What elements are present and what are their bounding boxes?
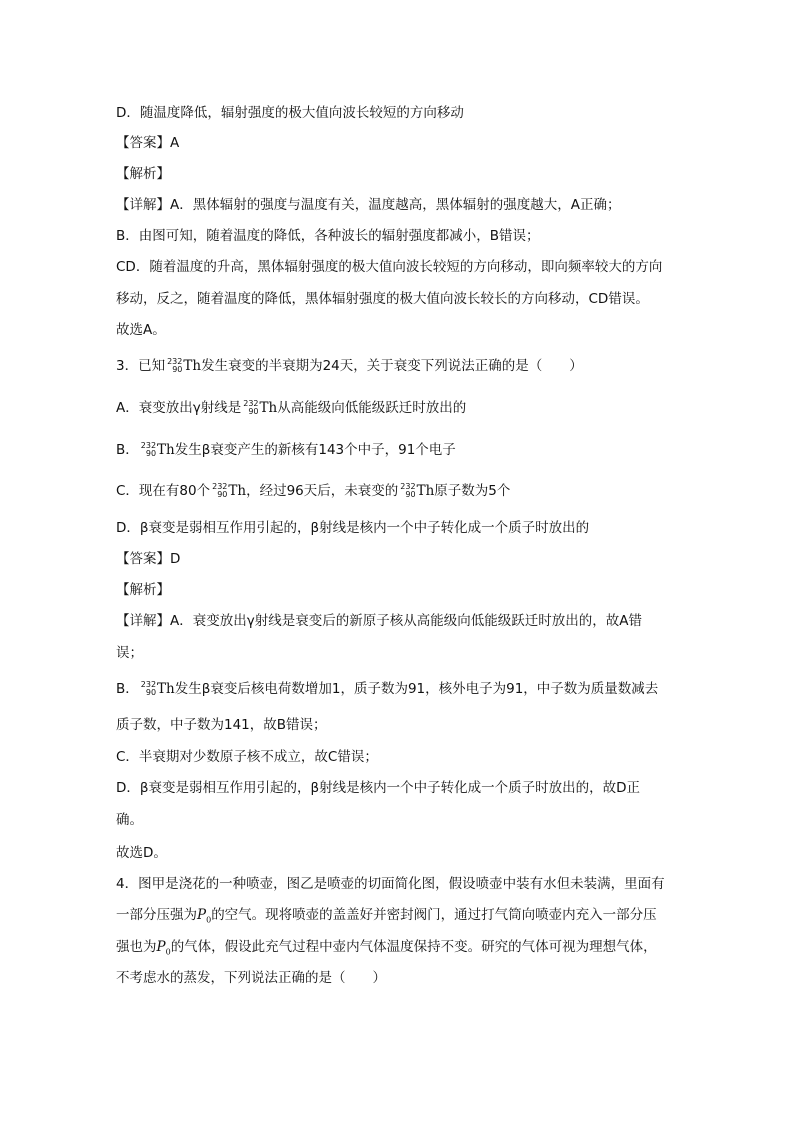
question-4-line: 不考虑水的蒸发，下列说法正确的是（ ） (116, 970, 386, 986)
detail-line: 误； (116, 645, 143, 661)
text: 的气体，假设此充气过程中壶内气体温度保持不变。研究的气体可视为理想气体， (170, 939, 657, 955)
detail-line: 移动，反之，随着温度的降低，黑体辐射强度的极大值向波长较长的方向移动，CD错误。 (116, 291, 649, 307)
detail-line: D．β衰变是弱相互作用引起的，β射线是核内一个中子转化成一个质子时放出的，故D正 (116, 780, 641, 796)
option-d: D．β衰变是弱相互作用引起的，β射线是核内一个中子转化成一个质子时放出的 (116, 520, 590, 536)
text: C．现在有80个 (116, 483, 211, 499)
choice-line: 故选A。 (116, 322, 166, 338)
answer-line: 【答案】D (116, 551, 181, 567)
nuclide-symbol: Th (259, 400, 278, 416)
nuclide-mass-atomic: 232 90 (140, 441, 157, 458)
nuclide-symbol: Th (157, 681, 175, 697)
text: 的空气。现将喷壶的盖盖好并密封阀门，通过打气筒向喷壶内充入一部分压 (211, 907, 657, 923)
text: A．衰变放出γ射线是 (116, 400, 242, 416)
text: 强也为 (116, 939, 157, 955)
answer-line: 【答案】A (116, 135, 180, 151)
nuclide-mass-atomic: 232 90 (212, 482, 228, 499)
text: 一部分压强为 (116, 907, 197, 923)
text: 发生衰变的半衰期为24天，关于衰变下列说法正确的是（ ） (201, 358, 583, 374)
detail-line: CD．随着温度的升高，黑体辐射强度的极大值向波长较短的方向移动，即向频率较大的方向 (116, 259, 663, 275)
text: 发生β衰变产生的新核有143个中子，91个电子 (174, 442, 456, 458)
text: 从高能级向低能级跃迁时放出的 (277, 400, 467, 416)
analysis-heading: 【解析】 (116, 582, 170, 598)
choice-line: 故选D。 (116, 845, 167, 861)
option-a (116, 398, 466, 418)
nuclide-symbol: Th (416, 483, 435, 499)
text: B． (116, 681, 139, 697)
question-4-line (116, 937, 657, 963)
pressure-symbol: $P_0$ (197, 907, 212, 925)
text: B． (116, 442, 139, 458)
nuclide-mass-atomic: 232 90 (400, 482, 416, 499)
detail-line (116, 679, 658, 699)
detail-line: 【详解】A．衰变放出γ射线是衰变后的新原子核从高能级向低能级跃迁时放出的，故A错 (116, 613, 642, 629)
question-4-line (116, 905, 657, 931)
analysis-heading: 【解析】 (116, 166, 170, 182)
text: 发生β衰变后核电荷数增加1，质子数为91，核外电子为91，中子数为质量数减去 (174, 681, 659, 697)
question-3-stem (116, 356, 583, 376)
detail-line: 质子数，中子数为141，故B错误； (116, 717, 327, 733)
detail-line: 确。 (116, 812, 143, 828)
question-4-line: 4．图甲是浇花的一种喷壶，图乙是喷壶的切面简化图，假设喷壶中装有水但未装满，里面有 (116, 876, 665, 892)
detail-line: B．由图可知，随着温度的降低，各种波长的辐射强度都减小，B错误； (116, 228, 540, 244)
nuclide-symbol: Th (228, 483, 247, 499)
option-d-line: D．随温度降低，辐射强度的极大值向波长较短的方向移动 (116, 105, 464, 121)
text: 3．已知 (116, 358, 166, 374)
option-c (116, 481, 510, 501)
option-b (116, 440, 456, 460)
nuclide-mass-atomic: 232 90 (243, 399, 259, 416)
nuclide-symbol: Th (183, 358, 202, 374)
detail-line: 【详解】A．黑体辐射的强度与温度有关，温度越高，黑体辐射的强度越大，A正确； (116, 197, 621, 213)
pressure-symbol: $P_0$ (156, 939, 171, 957)
text: ，经过96天后，未衰变的 (246, 483, 399, 499)
nuclide-symbol: Th (157, 442, 175, 458)
detail-line: C．半衰期对少数原子核不成立，故C错误； (116, 749, 378, 765)
text: 原子数为5个 (434, 483, 511, 499)
nuclide-mass-atomic: 232 90 (167, 357, 183, 374)
nuclide-mass-atomic: 232 90 (140, 680, 157, 697)
